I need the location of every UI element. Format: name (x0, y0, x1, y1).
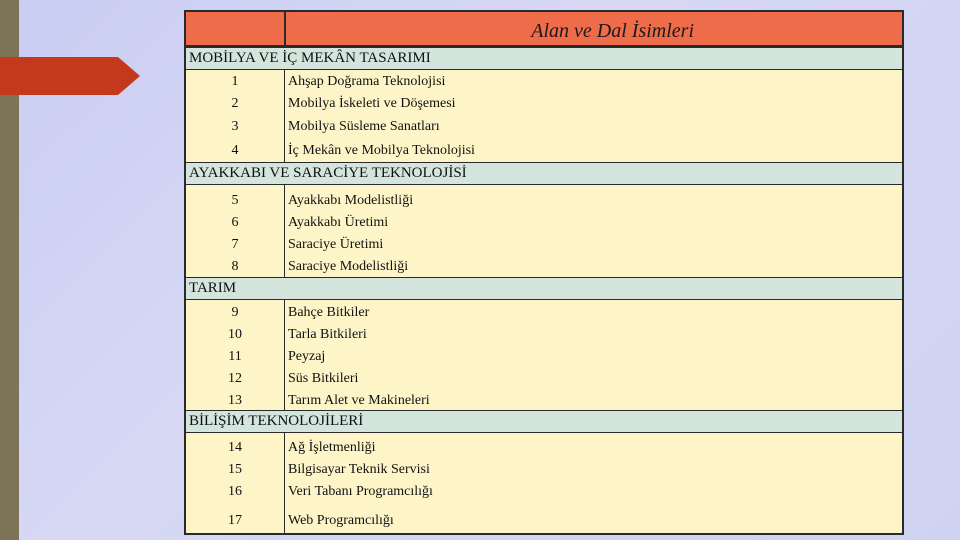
row-number: 8 (231, 259, 239, 274)
table-row (186, 459, 902, 481)
decorative-arrow (0, 57, 140, 95)
row-name: Peyzaj (288, 349, 326, 364)
group-header-tarim: TARIM (186, 277, 902, 300)
row-name: Mobilya Süsleme Sanatları (288, 119, 440, 134)
row-number: 14 (228, 440, 242, 455)
table-row (186, 71, 902, 93)
row-name: Mobilya İskeleti ve Döşemesi (288, 96, 456, 111)
row-number: 1 (231, 74, 239, 89)
table-row (186, 437, 902, 459)
group-header-bilisim: BİLİŞİM TEKNOLOJİLERİ (186, 410, 902, 433)
table-title: Alan ve Dal İsimleri (531, 20, 694, 42)
table-row (186, 324, 902, 346)
table-row (186, 212, 902, 234)
group-block-mobilya (186, 70, 902, 162)
table-row (186, 256, 902, 278)
row-name: Bahçe Bitkiler (288, 305, 370, 320)
row-name: Süs Bitkileri (288, 371, 359, 386)
row-number: 10 (228, 327, 242, 342)
table-row (186, 302, 902, 324)
row-name: Ağ İşletmenliği (288, 440, 376, 455)
row-number: 5 (231, 193, 239, 208)
table-row (186, 481, 902, 503)
group-header-mobilya: MOBİLYA VE İÇ MEKÂN TASARIMI (186, 47, 902, 70)
title-divider (284, 12, 286, 45)
group-header-ayakkabi: AYAKKABI VE SARACİYE TEKNOLOJİSİ (186, 162, 902, 185)
table-row (186, 93, 902, 115)
group-block-bilisim (186, 433, 902, 533)
row-number: 7 (231, 237, 239, 252)
row-name: Tarla Bitkileri (288, 327, 367, 342)
row-number: 11 (228, 349, 242, 364)
row-number: 2 (231, 96, 239, 111)
row-name: Ayakkabı Üretimi (288, 215, 389, 230)
row-name: Saraciye Üretimi (288, 237, 384, 252)
row-name: Ayakkabı Modelistliği (288, 193, 414, 208)
group-block-ayakkabi (186, 185, 902, 277)
table-row (186, 346, 902, 368)
row-number: 3 (231, 119, 239, 134)
row-number: 13 (228, 393, 242, 408)
table-row (186, 190, 902, 212)
group-block-tarim (186, 300, 902, 410)
table-title-row (186, 12, 902, 47)
row-name: Web Programcılığı (288, 513, 394, 528)
table-row (186, 234, 902, 256)
row-number: 4 (231, 143, 239, 158)
table-row (186, 140, 902, 162)
field-table (184, 10, 904, 535)
table-row (186, 510, 902, 532)
row-number: 15 (228, 462, 242, 477)
row-name: Bilgisayar Teknik Servisi (288, 462, 430, 477)
row-name: Veri Tabanı Programcılığı (288, 484, 433, 499)
row-name: Tarım Alet ve Makineleri (288, 393, 430, 408)
row-number: 16 (228, 484, 242, 499)
row-number: 17 (228, 513, 242, 528)
table-row (186, 368, 902, 390)
table-row (186, 116, 902, 138)
row-number: 6 (231, 215, 239, 230)
row-name: Ahşap Doğrama Teknolojisi (288, 74, 446, 89)
row-number: 12 (228, 371, 242, 386)
row-name: Saraciye Modelistliği (288, 259, 409, 274)
table-row (186, 390, 902, 412)
row-name: İç Mekân ve Mobilya Teknolojisi (288, 143, 475, 158)
row-number: 9 (231, 305, 239, 320)
